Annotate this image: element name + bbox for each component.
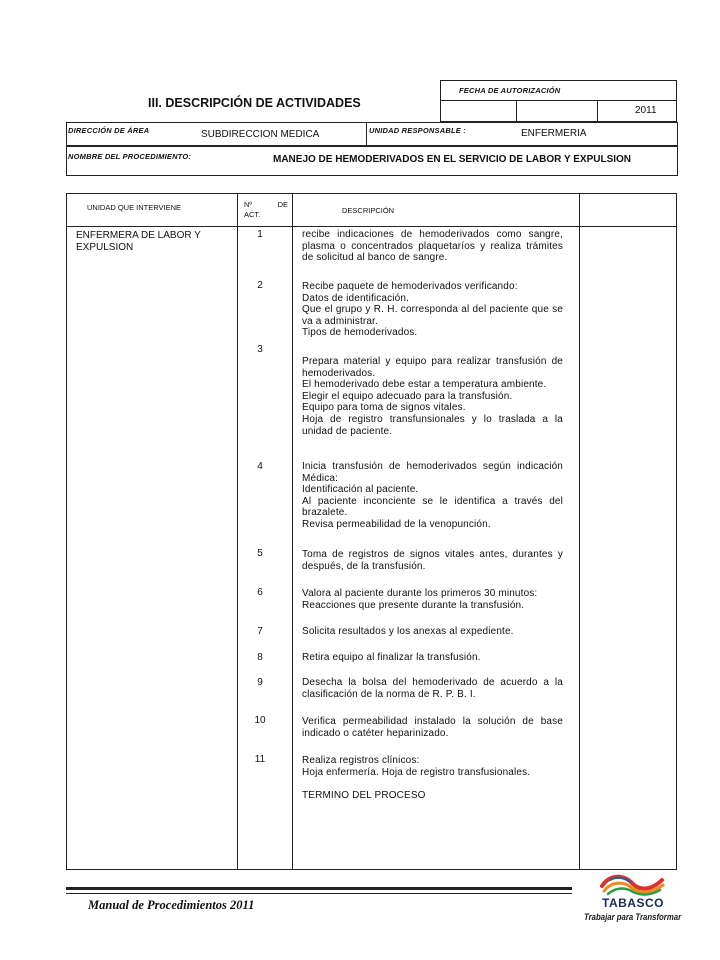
description-line: Realiza registros clínicos: xyxy=(302,755,420,766)
unit-name: ENFERMERA DE LABOR Y EXPULSION xyxy=(76,230,201,253)
header-description: DESCRIPCIÓN xyxy=(342,206,395,215)
procedure-value: MANEJO DE HEMODERIVADOS EN EL SERVICIO DE LABOR Y EXPULSION xyxy=(273,154,632,165)
activity-number: 5 xyxy=(257,548,263,559)
description-line: Toma de registros de signos vitales antes, durantes y después, de la transfusión. xyxy=(302,549,563,572)
description-line: Inicia transfusión de hemoderivados según indicación Médica: xyxy=(302,461,563,484)
activity-description xyxy=(302,716,563,739)
activity-number: 6 xyxy=(257,587,263,598)
header-unit: UNIDAD QUE INTERVIENE xyxy=(87,203,182,212)
tabasco-logo xyxy=(584,872,682,928)
area-label: DIRECCIÓN DE ÁREA xyxy=(68,126,150,135)
page-title: III. DESCRIPCIÓN DE ACTIVIDADES xyxy=(148,96,361,110)
procedure-label: NOMBRE DEL PROCEDIMIENTO: xyxy=(68,152,192,161)
unit-label: UNIDAD RESPONSABLE : xyxy=(369,126,466,135)
description-line: recibe indicaciones de hemoderivados como sangre, plasma o concentrados plaquetaríos y realiza trámites de solicitud al banco de sangre. xyxy=(302,229,563,264)
description-line: Recibe paquete de hemoderivados verificando: xyxy=(302,281,518,292)
authorization-box xyxy=(440,80,677,122)
description-line: Al paciente inconciente se le identifica a través del brazalete. xyxy=(302,495,563,519)
authorization-label: FECHA DE AUTORIZACIÓN xyxy=(459,86,561,95)
header-number-act: ACT. xyxy=(244,210,261,219)
activity-number: 2 xyxy=(257,280,263,291)
description-line: Solicita resultados y los anexas al expediente. xyxy=(302,626,514,637)
description-line: Tipos de hemoderivados. xyxy=(302,327,418,339)
logo-text: TABASCO xyxy=(602,896,664,910)
activity-description xyxy=(302,549,563,572)
activity-number: 10 xyxy=(254,715,266,726)
description-line: Revisa permeabilidad de la venopunción. xyxy=(302,518,491,530)
activity-number: 3 xyxy=(257,344,263,355)
description-line: Retira equipo al finalizar la transfusión. xyxy=(302,652,481,663)
activity-description xyxy=(302,356,563,437)
area-value: SUBDIRECCION MEDICA xyxy=(201,129,320,140)
header-number-symbol: Nº xyxy=(244,200,253,209)
activity-description xyxy=(302,461,563,531)
procedure-row xyxy=(66,146,678,176)
tabasco-logo-mark xyxy=(600,872,666,896)
description-line: Que el grupo y R. H. corresponda al del paciente que se va a administrar. xyxy=(302,304,563,327)
header-number-de: DE xyxy=(277,200,288,209)
activity-number: 4 xyxy=(257,461,263,472)
description-line: Datos de identificación. xyxy=(302,292,409,304)
logo-slogan: Trabajar para Transformar xyxy=(584,912,682,923)
footer-rule-thick xyxy=(66,887,572,890)
description-line xyxy=(302,778,563,790)
activity-number: 7 xyxy=(257,626,263,637)
description-line: Prepara material y equipo para realizar transfusión de hemoderivados. xyxy=(302,356,563,379)
description-line: Valora al paciente durante los primeros 30 minutos: xyxy=(302,588,538,599)
authorization-year: 2011 xyxy=(635,105,657,116)
activity-description xyxy=(302,281,563,339)
activity-number: 8 xyxy=(257,652,263,663)
activity-description xyxy=(302,626,563,638)
activity-number: 11 xyxy=(254,754,266,765)
unit-value: ENFERMERIA xyxy=(521,128,587,139)
activity-description xyxy=(302,755,563,801)
footer-rule-thin xyxy=(66,893,572,894)
description-line: Hoja enfermería. Hoja de registro transfusionales. xyxy=(302,766,531,778)
description-line: Reacciones que presente durante la transfusión. xyxy=(302,599,525,611)
activity-description xyxy=(302,588,563,611)
area-row xyxy=(66,122,678,146)
activity-number: 1 xyxy=(257,229,263,240)
activity-description xyxy=(302,652,563,664)
description-line: El hemoderivado debe estar a temperatura ambiente. xyxy=(302,379,547,391)
manual-label: Manual de Procedimientos 2011 xyxy=(88,898,255,912)
header-number xyxy=(244,200,288,219)
description-line: TERMINO DEL PROCESO xyxy=(302,789,426,801)
activity-number: 9 xyxy=(257,677,263,688)
description-line: Elegir el equipo adecuado para la transfusión. xyxy=(302,390,513,402)
description-line: Desecha la bolsa del hemoderivado de acuerdo a la clasificación de la norma de R. P. B. I. xyxy=(302,677,563,700)
description-line: Verifica permeabilidad instalado la solución de base indicado o catéter heparinizado. xyxy=(302,716,563,739)
activity-description xyxy=(302,677,563,700)
description-line: Equipo para toma de signos vitales. xyxy=(302,402,466,414)
activity-description xyxy=(302,229,563,264)
description-line: Hoja de registro transfunsionales y lo traslada a la unidad de paciente. xyxy=(302,413,563,437)
description-line: Identificación al paciente. xyxy=(302,484,419,496)
